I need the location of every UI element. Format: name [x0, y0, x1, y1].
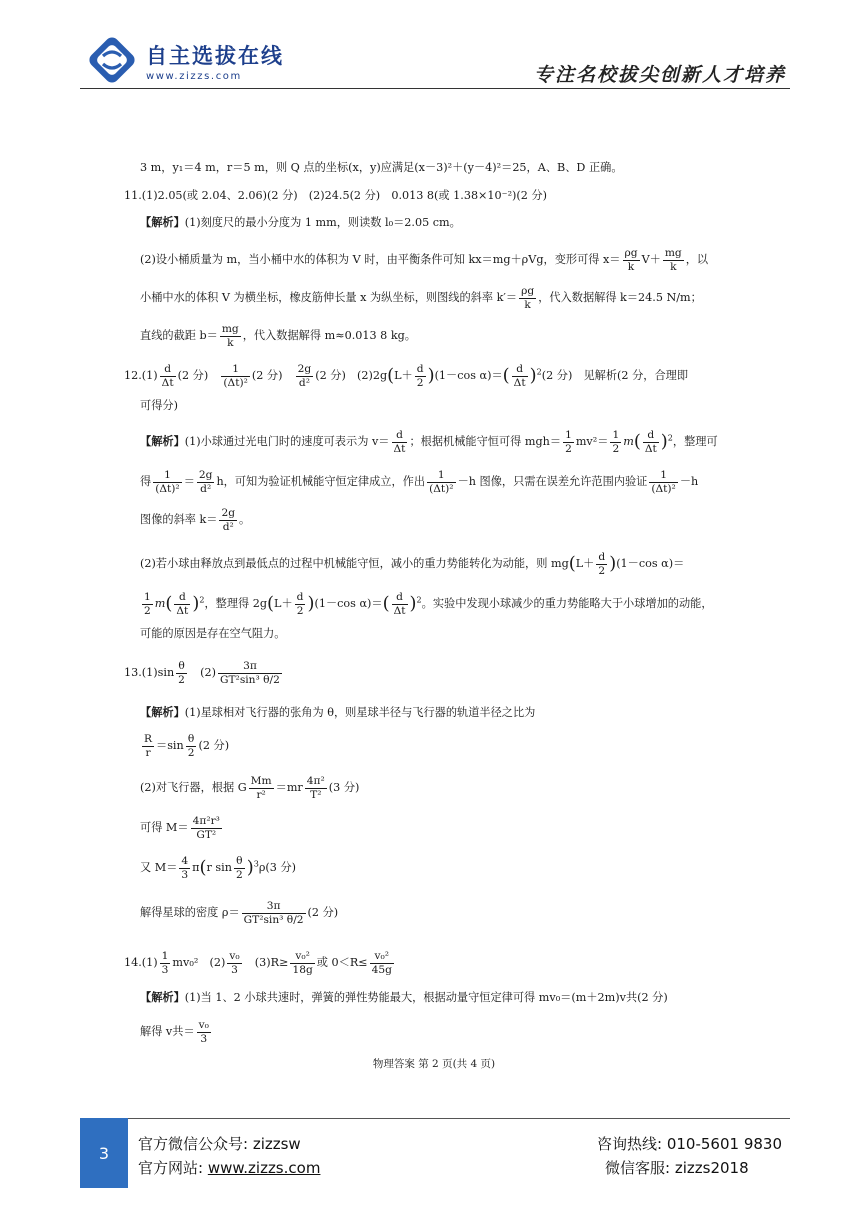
fraction	[392, 429, 408, 454]
text-line	[140, 890, 338, 936]
numerator: ρg	[624, 246, 638, 260]
numerator: 3π	[242, 900, 306, 913]
text-line	[140, 546, 684, 582]
denominator: GT²sin³ θ/2	[219, 672, 280, 686]
brand	[146, 40, 284, 82]
denominator: GT²	[196, 827, 217, 841]
wechat-service: 微信客服: zizzs2018	[605, 1159, 749, 1177]
footer-divider	[80, 1118, 790, 1119]
paren: (	[568, 553, 576, 574]
line-text: (2 分) (2)2g	[315, 369, 388, 382]
analysis-tag: 【解析】	[140, 216, 185, 229]
denominator: 2	[416, 375, 424, 389]
brand-url: www.zizzs.com	[146, 71, 242, 82]
text-line	[140, 1014, 213, 1050]
fraction	[142, 733, 154, 758]
analysis-tag: 【解析】	[140, 706, 185, 719]
denominator: 3	[231, 962, 238, 976]
line-text: ，整理得 2g	[204, 597, 268, 610]
numerator: d	[296, 590, 304, 604]
line-text: mv₀² (2)	[172, 956, 226, 969]
numerator: 4	[181, 854, 189, 868]
line-text: 13.(1)sin	[124, 666, 175, 679]
text-line	[140, 810, 224, 846]
line-text: (2)	[188, 666, 216, 679]
line-text: 。	[239, 513, 251, 526]
paren: )	[529, 365, 537, 386]
line-text: －h	[679, 475, 699, 488]
numerator: 1	[565, 428, 572, 442]
denominator: 3	[200, 1031, 208, 1045]
fraction	[415, 363, 426, 388]
analysis-line: 【解析】(1)小球通过光电门时的速度可表示为 v＝ $\frac{d}{\Delta t}$ ；根据机械能守恒可得 mgh＝ $\frac{1}{2}$ mv²＝ $\frac{1}{2}$ m( $\frac{d}{\Delta t}$ )$^2$，整理可	[140, 428, 718, 455]
brand-name: 自主选拔在线	[146, 44, 284, 68]
denominator: k	[227, 335, 234, 349]
site-line	[138, 1156, 320, 1180]
header-divider	[80, 88, 790, 89]
fraction	[596, 551, 607, 576]
denominator: 18g	[292, 962, 313, 976]
line-text: (1)刻度尺的最小分度为 1 mm，则读数 l₀＝2.05 cm。	[184, 216, 461, 229]
numerator: d	[598, 550, 606, 564]
denominator: (Δt)²	[651, 481, 676, 495]
site-link[interactable]: www.zizzs.com	[207, 1159, 321, 1177]
text-line	[140, 398, 178, 415]
line-text: (2 分)	[198, 739, 230, 752]
fraction	[370, 950, 394, 975]
fraction	[427, 469, 456, 494]
denominator: 2	[598, 563, 606, 577]
line-text: 可能的原因是存在空气阻力。	[140, 627, 286, 640]
line-text: m	[623, 435, 634, 448]
fraction	[519, 285, 536, 310]
line-text: (2 分)	[177, 369, 220, 382]
numerator: d	[416, 362, 424, 376]
fraction	[512, 363, 528, 388]
paren: (	[382, 593, 390, 614]
line-text: (3)R≥	[243, 956, 289, 969]
fraction	[219, 507, 237, 532]
denominator: k	[524, 297, 531, 311]
denominator: 45g	[371, 962, 392, 976]
answer-14	[124, 945, 396, 981]
line-text: ；根据机械能守恒可得 mgh＝	[409, 435, 562, 448]
denominator: k	[670, 259, 677, 273]
denominator: Δt	[161, 375, 174, 389]
denominator: Δt	[176, 603, 189, 617]
analysis-line	[140, 705, 535, 722]
fraction	[218, 660, 282, 685]
fraction	[220, 323, 241, 348]
fraction	[176, 660, 187, 685]
paren: )	[246, 857, 254, 878]
line-text: 14.(1)	[124, 956, 158, 969]
line-text: (3 分)	[328, 781, 360, 794]
denominator: d²	[222, 519, 234, 533]
line-text: π	[192, 861, 200, 874]
numerator: 1	[221, 363, 250, 376]
denominator: 3	[161, 962, 169, 976]
line-text: (2)对飞行器，根据 G	[140, 781, 247, 794]
line-text: (1)当 1、2 小球共速时，弹簧的弹性势能最大，根据动量守恒定律可得 mv₀＝(m＋2m)v共(2 分)	[184, 991, 668, 1004]
hotline: 咨询热线: 010-5601 9830	[597, 1135, 782, 1153]
denominator: Δt	[644, 441, 657, 455]
paren: (	[199, 857, 207, 878]
fraction	[290, 950, 314, 975]
line-text: ρ(3 分)	[258, 861, 297, 874]
numerator: 1	[161, 949, 169, 963]
numerator: mg	[221, 322, 239, 336]
fraction	[249, 775, 274, 800]
fraction	[160, 363, 176, 388]
numerator: v₀²	[290, 950, 314, 963]
line-text: (1－cos α)＝	[616, 557, 685, 570]
numerator: d	[392, 591, 408, 604]
numerator: d	[643, 429, 659, 442]
paren: (	[165, 593, 173, 614]
page-number: 3	[80, 1118, 128, 1188]
denominator: (Δt)²	[155, 481, 180, 495]
denominator: 3	[181, 867, 189, 881]
paren: )	[409, 593, 417, 614]
numerator: d	[512, 363, 528, 376]
fraction	[191, 815, 222, 840]
denominator: 2	[235, 867, 243, 881]
text-line	[140, 242, 708, 278]
line-text: (2 分) 见解析(2 分，合理即	[541, 369, 689, 382]
paren: )	[660, 431, 668, 452]
line-text: (1－cos α)＝	[314, 597, 383, 610]
footer-right	[597, 1132, 782, 1180]
line-text: L＋	[274, 597, 293, 610]
paren: (	[502, 365, 510, 386]
fraction	[305, 775, 327, 800]
line-text: 又 M＝	[140, 861, 178, 874]
line-text: (2)设小桶质量为 m，当小桶中水的体积为 V 时，由平衡条件可知 kx＝mg＋ρVg，变形可得 x＝	[140, 253, 621, 266]
numerator: 2g	[198, 468, 213, 482]
numerator: d	[174, 591, 190, 604]
numerator: ρg	[521, 284, 535, 298]
paren: )	[192, 593, 200, 614]
paren: )	[307, 593, 315, 614]
fraction	[623, 247, 640, 272]
numerator: Mm	[250, 774, 272, 788]
line-text: 或 0＜R≤	[316, 956, 368, 969]
numerator: θ	[234, 855, 245, 868]
analysis-line	[140, 215, 461, 232]
denominator: Δt	[393, 441, 406, 455]
fraction	[296, 363, 314, 388]
numerator: R	[144, 732, 152, 746]
numerator: 1	[153, 469, 182, 482]
denominator: Δt	[513, 375, 526, 389]
numerator: v₀	[229, 949, 240, 963]
text-line	[140, 160, 623, 177]
text-line	[140, 502, 250, 538]
fraction	[221, 363, 250, 388]
text-line	[140, 280, 702, 316]
line-text: L＋	[575, 557, 595, 570]
line-text: 解得 v共＝	[140, 1025, 195, 1038]
denominator: r²	[256, 787, 266, 801]
paren: (	[633, 431, 641, 452]
denominator: 2	[178, 672, 185, 686]
line-text: (1－cos α)＝	[434, 369, 503, 382]
line-text: h，可知为验证机械能守恒定律成立，作出	[216, 475, 426, 488]
denominator: r	[145, 745, 151, 759]
line-text: ，以	[685, 253, 709, 266]
numerator: 1	[649, 469, 678, 482]
line-text: (2 分)	[307, 906, 339, 919]
slogan: 专注名校拔尖创新人才培养	[533, 64, 786, 86]
denominator: (Δt)²	[223, 375, 248, 389]
denominator: 2	[296, 603, 304, 617]
fraction	[174, 591, 190, 616]
text-line: 又 M＝ $\frac{4}{3}$ π(r sin $\frac{\theta}{2}$ )$^3$ρ(3 分)	[140, 854, 297, 881]
numerator: d	[160, 363, 176, 376]
numerator: 2g	[221, 506, 236, 520]
answer-11	[124, 188, 547, 205]
denominator: d²	[200, 481, 212, 495]
fraction	[234, 855, 245, 880]
numerator: θ	[176, 660, 187, 673]
fraction	[227, 950, 241, 975]
fraction	[563, 429, 574, 454]
numerator: 1	[144, 590, 151, 604]
line-text: ，代入数据解得 m≈0.013 8 kg。	[242, 329, 416, 342]
text-line	[140, 728, 229, 764]
answer-13	[124, 650, 284, 696]
line-text: 图像的斜率 k＝	[140, 513, 218, 526]
line-text: 小桶中水的体积 V 为横坐标，橡皮筋伸长量 x 为纵坐标，则图线的斜率 k′＝	[140, 291, 518, 304]
fraction	[197, 469, 215, 494]
analysis-tag: 【解析】	[140, 435, 185, 448]
numerator: 3π	[218, 660, 282, 673]
line-text: 解得星球的密度 ρ＝	[140, 906, 240, 919]
text-line: $\frac{1}{2}$ m( $\frac{d}{\Delta t}$ )$^2$，整理得 2g(L＋ $\frac{d}{2}$ )(1－cos α)＝( $\frac{d}{\Delta t}$ )$^2$。实验中发现小球减少的重力势能略大于小球增加的动能，	[144, 590, 713, 617]
denominator: (Δt)²	[429, 481, 454, 495]
text-line	[140, 770, 359, 806]
numerator: v₀²	[370, 950, 394, 963]
line-text: r sin	[206, 861, 232, 874]
line-text: mv²＝	[575, 435, 609, 448]
fraction	[649, 469, 678, 494]
line-text: (2)若小球由释放点到最低点的过程中机械能守恒，减小的重力势能转化为动能，则 mg	[140, 557, 569, 570]
denominator: k	[627, 259, 635, 273]
denominator: 2	[565, 441, 572, 455]
denominator: GT²sin³ θ/2	[243, 912, 304, 926]
fraction	[153, 469, 182, 494]
line-text: －h 图像，只需在误差允许范围内验证	[457, 475, 648, 488]
line-text: L＋	[394, 369, 413, 382]
line-text: 得	[140, 475, 152, 488]
line-text: (2 分)	[251, 369, 294, 382]
line-text: (1)星球相对飞行器的张角为 θ，则星球半径与飞行器的轨道半径之比为	[184, 706, 536, 719]
footer-left	[138, 1132, 320, 1180]
denominator: T²	[310, 787, 322, 801]
line-text: ，整理可	[672, 435, 718, 448]
line-text: 11.(1)2.05(或 2.04、2.06)(2 分) (2)24.5(2 分) 0.013 8(或 1.38×10⁻²)(2 分)	[124, 189, 548, 202]
denominator: d²	[298, 375, 310, 389]
line-text: m	[154, 597, 166, 610]
fraction	[142, 591, 153, 616]
line-text: 12.(1)	[124, 369, 158, 382]
line-text: 直线的截距 b＝	[140, 329, 218, 342]
fraction	[186, 733, 197, 758]
line-text: (1)小球通过光电门时的速度可表示为 v＝	[184, 435, 390, 448]
numerator: 4π²r³	[192, 814, 220, 828]
line-text: V＋	[641, 253, 661, 266]
fraction	[179, 855, 190, 880]
text-line: 得 $\frac{1}{\text{(Δt)²}}$ ＝ $\frac{2g}{\text{d²}}$ h，可知为验证机械能守恒定律成立，作出 $\frac{1}{\text{(Δt)²}}$ －h 图像，只需在误差允许范围内验证 $\frac{1}{\text{(Δt)²}}$ －h	[140, 468, 699, 495]
paren: )	[609, 553, 617, 574]
page-header	[0, 0, 868, 92]
line-text: 可得 M＝	[140, 821, 189, 834]
numerator: θ	[186, 733, 197, 746]
zizzs-logo-icon	[86, 34, 138, 86]
numerator: 1	[427, 469, 456, 482]
numerator: 2g	[297, 362, 312, 376]
analysis-line	[140, 990, 668, 1007]
numerator: 4π²	[306, 774, 325, 788]
fraction	[643, 429, 659, 454]
numerator: 1	[612, 428, 620, 442]
line-text: ＝sin	[156, 739, 184, 752]
numerator: v₀	[198, 1018, 209, 1032]
text-line	[140, 318, 416, 354]
line-text: 3 m，y₁＝4 m，r＝5 m，则 Q 点的坐标(x，y)应满足(x－3)²＋(y－4)²＝25，A、B、D 正确。	[140, 161, 623, 174]
denominator: 2	[187, 745, 195, 759]
paren: (	[387, 365, 395, 386]
denominator: 2	[144, 603, 151, 617]
line-text: ，代入数据解得 k＝24.5 N/m；	[538, 291, 702, 304]
text-line	[140, 626, 285, 643]
fraction	[295, 591, 306, 616]
analysis-tag: 【解析】	[140, 991, 185, 1004]
site-label: 官方网站:	[138, 1159, 208, 1177]
denominator: 2	[612, 441, 620, 455]
answer-12: 12.(1) $\frac{d}{\Delta t}$ (2 分) $\frac{1}{\text{(Δt)²}}$ (2 分) $\frac{2g}{\text{d²}}$ (2 分) (2)2g(L＋ $\frac{d}{2}$ )(1－cos α)＝( $\frac{d}{\Delta t}$ )$^2$(2 分) 见解析(2 分，合理即	[124, 362, 689, 389]
fraction	[663, 247, 684, 272]
wechat-label: 官方微信公众号: zizzsw	[138, 1135, 301, 1153]
line-text: 可得分)	[140, 399, 178, 412]
page-note: 物理答案 第 2 页(共 4 页)	[372, 1058, 496, 1070]
denominator: Δt	[393, 603, 406, 617]
line-text: 。实验中发现小球减少的重力势能略大于小球增加的动能，	[421, 597, 713, 610]
fraction	[197, 1019, 211, 1044]
fraction	[160, 950, 171, 975]
fraction	[242, 900, 306, 925]
numerator: mg	[664, 246, 682, 260]
line-text: ＝mr	[275, 781, 303, 794]
numerator: d	[392, 429, 408, 442]
paren: )	[427, 365, 435, 386]
fraction	[392, 591, 408, 616]
paren: (	[267, 593, 275, 614]
fraction	[610, 429, 621, 454]
